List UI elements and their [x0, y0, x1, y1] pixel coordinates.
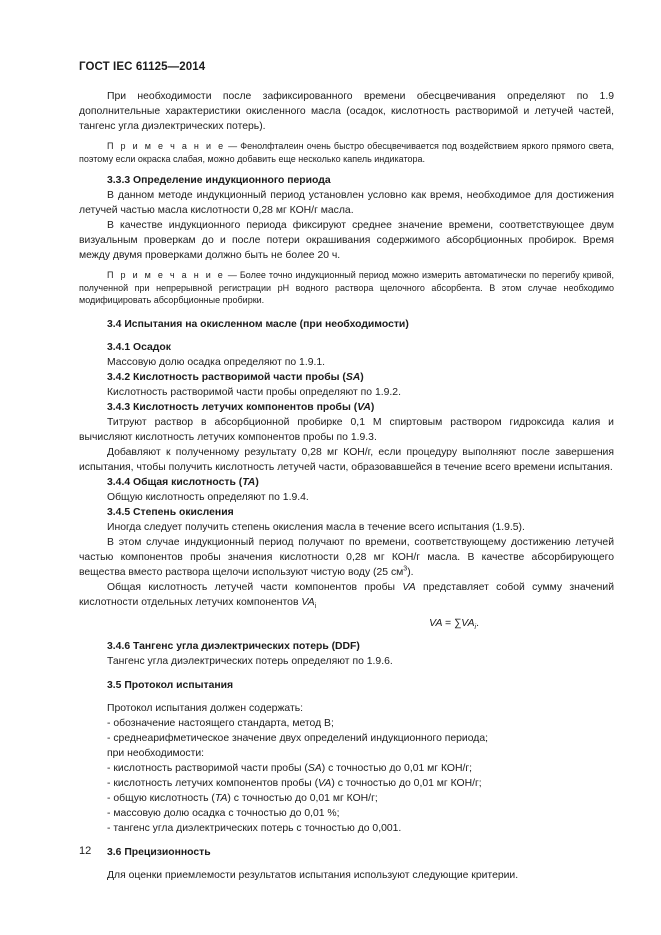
- note: [79, 269, 614, 307]
- paragraph: Массовую долю осадка определяют по 1.9.1.: [107, 356, 326, 368]
- document-header: ГОСТ IEC 61125—2014: [79, 61, 206, 73]
- paragraph: Общая кислотность летучей части компонентов пробы VA представляет собой сумму значений кислотности отдельных летучих компонентов $VA_i$: [79, 581, 614, 610]
- note-label: П р и м е ч а н и е: [107, 141, 226, 151]
- note-label: П р и м е ч а н и е: [107, 270, 225, 280]
- paragraph: Кислотность растворимой части пробы определяют по 1.9.2.: [107, 386, 401, 398]
- formula: VA = $\sum VA_i$.: [429, 617, 479, 631]
- note-text: — Более точно индукционный период можно измерить автоматически по перегибу кривой, полученной при непрерывной регистрации pH водного раствора щелочного абсорбента. В этом случае необходимо модифицировать абсорбционные пробирки.: [79, 270, 614, 305]
- paragraph: Иногда следует получить степень окисления масла в течение всего испытания (1.9.5).: [107, 521, 525, 533]
- paragraph: Титруют раствор в абсорбционной пробирке 0,1 М спиртовым раствором гидроксида калия и вычисляют кислотность летучих компонентов пробы по 1.9.3.: [79, 416, 614, 443]
- section-heading: 3.6 Прецизионность: [107, 846, 211, 858]
- paragraph: Протокол испытания должен содержать:: [107, 702, 304, 714]
- section-heading: 3.4.4 Общая кислотность (TA): [107, 476, 259, 488]
- list-item: - кислотность растворимой части пробы (SA) с точностью до 0,01 мг КОН/г;: [107, 762, 473, 774]
- section-heading: 3.4.3 Кислотность летучих компонентов пробы (VA): [107, 401, 375, 413]
- list-item: - среднеарифметическое значение двух определений индукционного периода;: [107, 732, 489, 744]
- note-text: — Фенолфталеин очень быстро обесцвечивается под воздействием яркого прямого света, поэтому если окраска слабая, можно добавить еще несколько капель индикатора.: [79, 141, 614, 164]
- section-heading: 3.4.2 Кислотность растворимой части пробы (SA): [107, 371, 364, 383]
- page-body: [79, 89, 614, 883]
- paragraph: Тангенс угла диэлектрических потерь определяют по 1.9.6.: [107, 655, 393, 667]
- section-heading: 3.4.6 Тангенс угла диэлектрических потерь (DDF): [107, 640, 360, 652]
- paragraph: при необходимости:: [107, 747, 205, 759]
- section-heading: 3.4.1 Осадок: [107, 341, 171, 353]
- note: [79, 140, 614, 165]
- paragraph: В качестве индукционного периода фиксируют среднее значение времени, соответствующее двум визуальным проверкам до и после потери окрашивания содержимого абсорбционных пробирок. Время между двумя проверками должно быть не более 20 ч.: [79, 220, 614, 261]
- paragraph: При необходимости после зафиксированного времени обесцвечивания определяют по 1.9 дополнительные характеристики окисленного масла (осадок, кислотность растворимой и летучей частей, тангенс угла диэлектрических потерь).: [79, 91, 614, 132]
- paragraph: Общую кислотность определяют по 1.9.4.: [107, 491, 309, 503]
- list-item: - общую кислотность (TA) с точностью до 0,01 мг КОН/г;: [107, 792, 378, 804]
- section-heading: 3.3.3 Определение индукционного периода: [107, 175, 331, 186]
- section-heading: 3.4.5 Степень окисления: [107, 506, 234, 518]
- section-heading: 3.4 Испытания на окисленном масле (при необходимости): [107, 318, 409, 330]
- section-heading: 3.5 Протокол испытания: [107, 679, 234, 691]
- paragraph: В данном методе индукционный период установлен условно как время, необходимое для достижения летучей частью масла кислотности 0,28 мг КОН/г масла.: [79, 190, 614, 216]
- list-item: - кислотность летучих компонентов пробы (VA) с точностью до 0,01 мг КОН/г;: [107, 777, 482, 789]
- page-number: 12: [79, 845, 92, 857]
- paragraph: Для оценки приемлемости результатов испытания используют следующие критерии.: [107, 869, 519, 881]
- list-item: - обозначение настоящего стандарта, метод В;: [107, 717, 334, 729]
- paragraph: Добавляют к полученному результату 0,28 мг КОН/г, если процедуру выполняют после завершения испытания, чтобы получить кислотность летучей части, образовавшейся в течение всего времени испытания.: [79, 446, 614, 473]
- list-item: - массовую долю осадка с точностью до 0,01 %;: [107, 807, 340, 819]
- list-item: - тангенс угла диэлектрических потерь с точностью до 0,001.: [107, 822, 402, 834]
- paragraph: В этом случае индукционный период получают по времени, соответствующему достижению летучей частью компонентов пробы значения кислотности 0,28 мг КОН/г масла. В качестве абсорбирующего вещества вместо раствора щелочи используют чистую воду (25 $см^3$).: [79, 536, 614, 578]
